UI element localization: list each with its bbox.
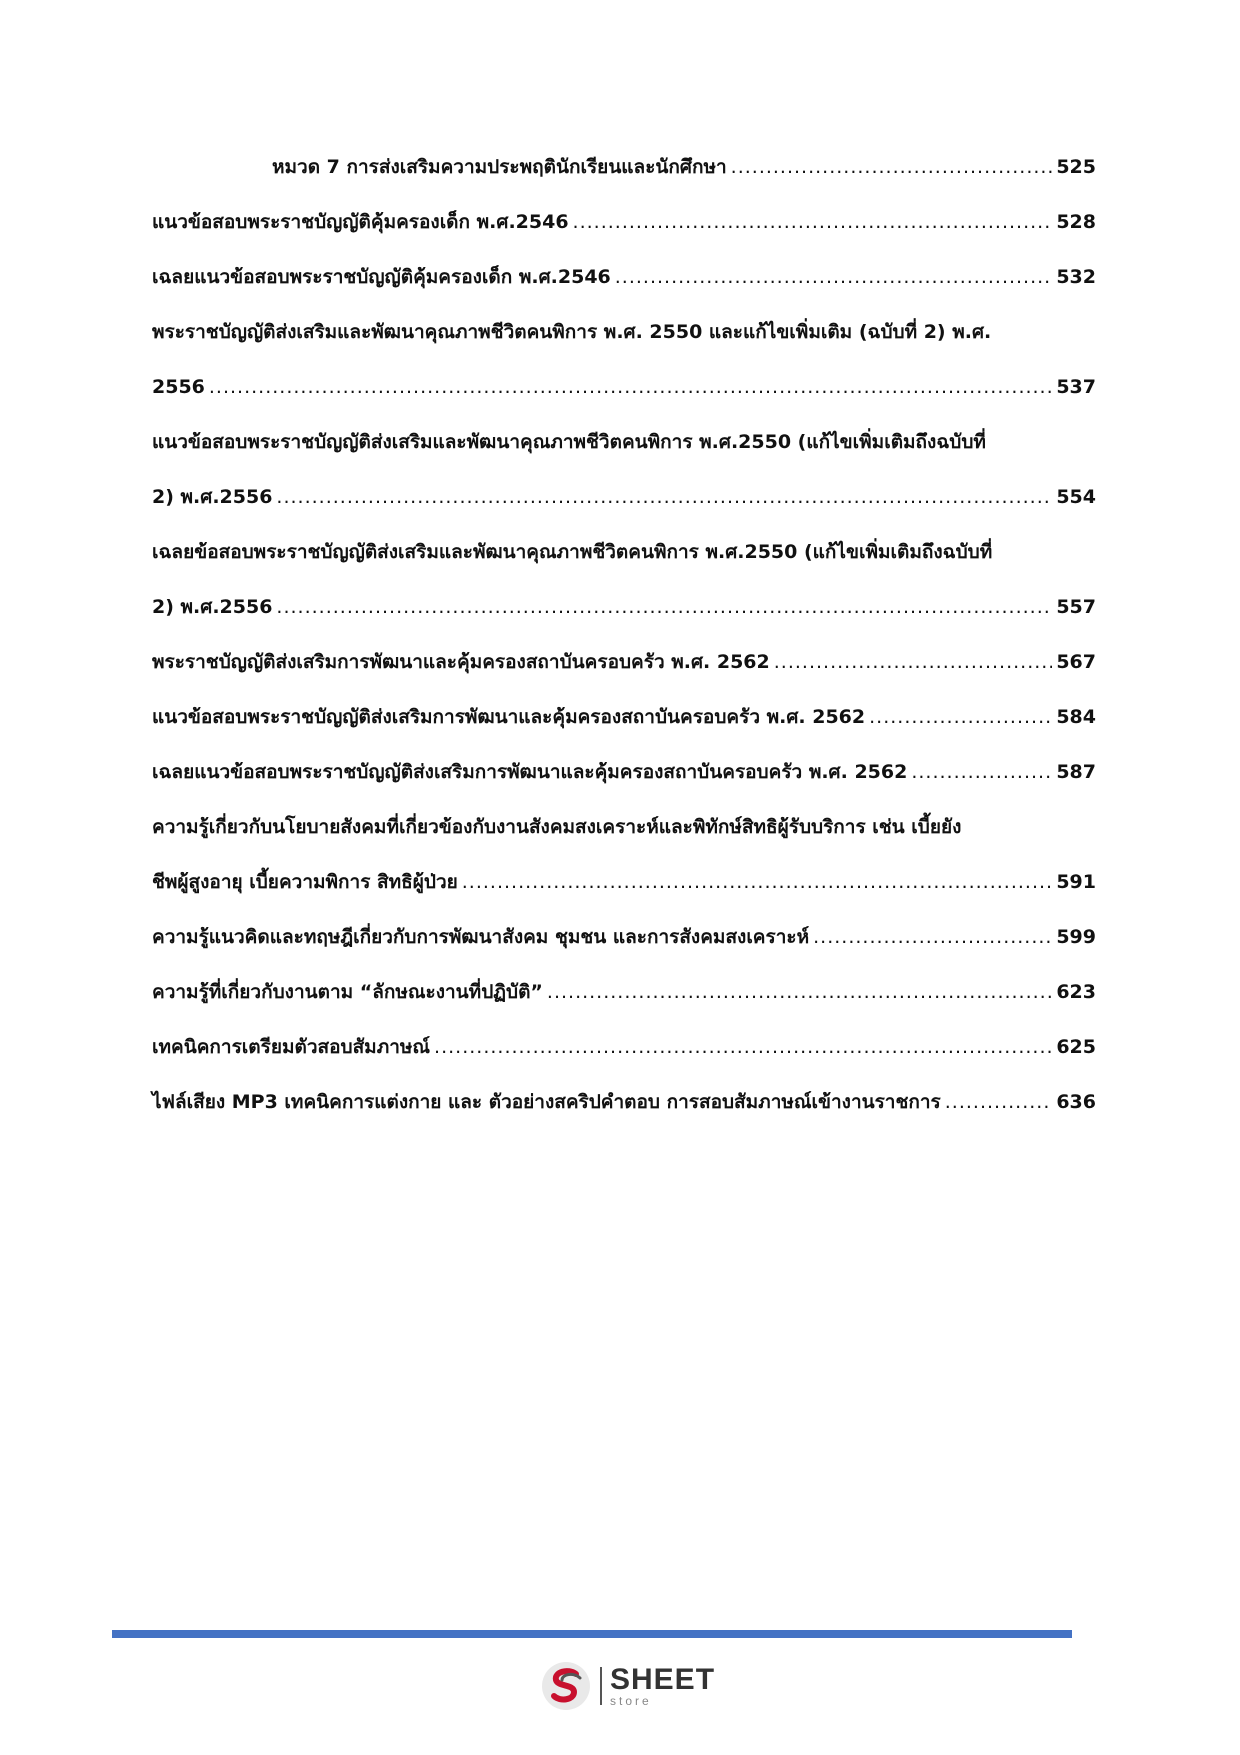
toc-entry[interactable]	[152, 800, 1096, 910]
toc-entry-title: เฉลยข้อสอบพระราชบัญญัติส่งเสริมและพัฒนาคุณภาพชีวิตคนพิการ พ.ศ.2550 (แก้ไขเพิ่มเติมถึงฉบับที่	[152, 541, 993, 563]
toc-leader-dots	[276, 470, 1052, 525]
toc-page-number: 525	[1056, 156, 1096, 178]
toc-leader-dots	[813, 910, 1052, 965]
toc-entry-title: เฉลยแนวข้อสอบพระราชบัญญัติส่งเสริมการพัฒนาและคุ้มครองสถาบันครอบครัว พ.ศ. 2562	[152, 761, 908, 783]
toc-entry[interactable]	[152, 525, 1096, 635]
logo-sub: store	[610, 1694, 652, 1708]
toc-entry[interactable]	[152, 140, 1096, 195]
toc-leader-dots	[869, 690, 1052, 745]
sheet-store-logo	[540, 1660, 715, 1712]
toc-leader-dots	[911, 745, 1052, 800]
toc-entry-title: 2556	[152, 376, 205, 398]
logo-brand: SHEET	[610, 1663, 716, 1696]
toc-page-number: 554	[1056, 486, 1096, 508]
toc-entry[interactable]	[152, 910, 1096, 965]
logo-divider	[600, 1667, 602, 1705]
toc-entry-title: เทคนิคการเตรียมตัวสอบสัมภาษณ์	[152, 1036, 431, 1058]
toc-leader-dots	[615, 250, 1053, 305]
toc-leader-dots	[731, 140, 1053, 195]
toc-entry[interactable]	[152, 305, 1096, 415]
toc-entry[interactable]	[152, 1020, 1096, 1075]
toc-page-number: 599	[1056, 926, 1096, 948]
toc-entry-title: 2) พ.ศ.2556	[152, 596, 273, 618]
toc-entry-title: ชีพผู้สูงอายุ เบี้ยความพิการ สิทธิผู้ป่วย	[152, 871, 458, 893]
toc-leader-dots	[209, 360, 1052, 415]
toc-leader-dots	[547, 965, 1052, 1020]
toc-page-number: 532	[1056, 266, 1096, 288]
toc-page-number: 591	[1056, 871, 1096, 893]
toc-page-number: 528	[1056, 211, 1096, 233]
toc-entry-title: เฉลยแนวข้อสอบพระราชบัญญัติคุ้มครองเด็ก พ.ศ.2546	[152, 266, 611, 288]
toc-page-number: 625	[1056, 1036, 1096, 1058]
toc-entry[interactable]	[152, 745, 1096, 800]
toc-leader-dots	[945, 1075, 1053, 1130]
toc-page-number: 557	[1056, 596, 1096, 618]
toc-entry-title: ความรู้เกี่ยวกับนโยบายสังคมที่เกี่ยวข้องกับงานสังคมสงเคราะห์และพิทักษ์สิทธิผู้รับบริการ เช่น เบี้ยยัง	[152, 816, 962, 838]
toc-entry[interactable]	[152, 415, 1096, 525]
toc-leader-dots	[774, 635, 1053, 690]
toc-entry-title: ไฟล์เสียง MP3 เทคนิคการแต่งกาย และ ตัวอย่างสคริปคำตอบ การสอบสัมภาษณ์เข้างานราชการ	[152, 1091, 941, 1113]
toc-entry[interactable]	[152, 965, 1096, 1020]
toc-leader-dots	[573, 195, 1053, 250]
toc-entry-title: แนวข้อสอบพระราชบัญญัติคุ้มครองเด็ก พ.ศ.2546	[152, 211, 569, 233]
toc-page-number: 636	[1056, 1091, 1096, 1113]
toc-page-number: 584	[1056, 706, 1096, 728]
toc-entry-title: ความรู้แนวคิดและทฤษฎีเกี่ยวกับการพัฒนาสังคม ชุมชน และการสังคมสงเคราะห์	[152, 926, 810, 948]
footer-rule	[112, 1630, 1072, 1638]
toc-entry-title: พระราชบัญญัติส่งเสริมและพัฒนาคุณภาพชีวิตคนพิการ พ.ศ. 2550 และแก้ไขเพิ่มเติม (ฉบับที่ 2) พ.ศ.	[152, 321, 992, 343]
toc-entry-title: แนวข้อสอบพระราชบัญญัติส่งเสริมและพัฒนาคุณภาพชีวิตคนพิการ พ.ศ.2550 (แก้ไขเพิ่มเติมถึงฉบับที่	[152, 431, 986, 453]
toc-leader-dots	[276, 580, 1052, 635]
logo-text	[610, 1665, 715, 1707]
toc-page-number: 623	[1056, 981, 1096, 1003]
toc-entry-title: หมวด 7 การส่งเสริมความประพฤตินักเรียนและนักศึกษา	[272, 156, 727, 178]
toc-entry[interactable]	[152, 1075, 1096, 1130]
toc-entry-title: พระราชบัญญัติส่งเสริมการพัฒนาและคุ้มครองสถาบันครอบครัว พ.ศ. 2562	[152, 651, 770, 673]
toc-entry[interactable]	[152, 635, 1096, 690]
toc-page-number: 537	[1056, 376, 1096, 398]
logo-s-icon	[540, 1660, 592, 1712]
toc-entry-title: ความรู้ที่เกี่ยวกับงานตาม “ลักษณะงานที่ปฏิบัติ”	[152, 981, 543, 1003]
toc-leader-dots	[462, 855, 1053, 910]
toc-entry-title: แนวข้อสอบพระราชบัญญัติส่งเสริมการพัฒนาและคุ้มครองสถาบันครอบครัว พ.ศ. 2562	[152, 706, 866, 728]
toc-entry[interactable]	[152, 250, 1096, 305]
toc-entry-title: 2) พ.ศ.2556	[152, 486, 273, 508]
toc-entry[interactable]	[152, 195, 1096, 250]
toc-page-number: 567	[1056, 651, 1096, 673]
toc-page-number: 587	[1056, 761, 1096, 783]
table-of-contents	[152, 140, 1096, 1130]
toc-entry[interactable]	[152, 690, 1096, 745]
toc-leader-dots	[434, 1020, 1052, 1075]
